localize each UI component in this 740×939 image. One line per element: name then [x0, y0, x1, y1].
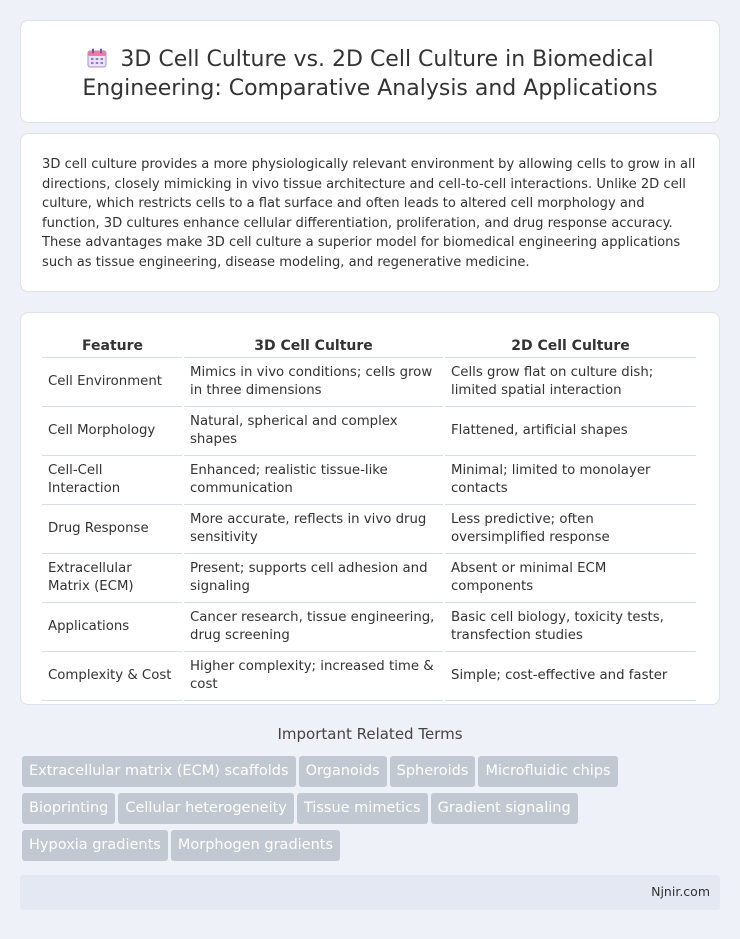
table-header-row: [42, 333, 697, 357]
3d-cell: More accurate, reflects in vivo drug sensitivity: [183, 504, 444, 553]
feature-cell: Drug Response: [42, 504, 183, 553]
related-term-tag[interactable]: Tissue mimetics: [297, 793, 428, 824]
related-term-tag[interactable]: Extracellular matrix (ECM) scaffolds: [22, 756, 296, 787]
table-row: [42, 504, 697, 553]
feature-cell: Extracellular Matrix (ECM): [42, 553, 183, 602]
feature-cell: Cell Morphology: [42, 406, 183, 455]
related-term-tag[interactable]: Organoids: [299, 756, 387, 787]
related-term-tag[interactable]: Bioprinting: [22, 793, 115, 824]
2d-cell: Simple; cost-effective and faster: [444, 651, 697, 700]
footer-site-link[interactable]: Njnir.com: [651, 884, 710, 899]
table-row: [42, 553, 697, 602]
2d-cell: Minimal; limited to monolayer contacts: [444, 455, 697, 504]
comparison-card: [20, 312, 720, 705]
3d-cell: Cancer research, tissue engineering, drug screening: [183, 602, 444, 651]
feature-cell: Applications: [42, 602, 183, 651]
related-terms-heading: Important Related Terms: [277, 725, 463, 743]
table-row: [42, 455, 697, 504]
2d-cell: Less predictive; often oversimplified response: [444, 504, 697, 553]
footer-bar: [20, 875, 720, 910]
calendar-icon: [86, 47, 108, 69]
intro-card: [20, 133, 720, 292]
table-row: [42, 602, 697, 651]
page-title: [51, 45, 689, 103]
2d-cell: Flattened, artificial shapes: [444, 406, 697, 455]
comparison-table: [42, 333, 698, 701]
feature-cell: Cell Environment: [42, 357, 183, 406]
related-term-tag[interactable]: Hypoxia gradients: [22, 830, 168, 861]
title-card: [20, 20, 720, 123]
table-row: [42, 357, 697, 406]
related-term-tag[interactable]: Spheroids: [390, 756, 476, 787]
header-2d: 2D Cell Culture: [444, 333, 697, 357]
table-row: [42, 651, 697, 700]
table-row: [42, 406, 697, 455]
related-term-tag[interactable]: Cellular heterogeneity: [118, 793, 294, 824]
related-terms-list: [22, 756, 722, 867]
intro-paragraph: 3D cell culture provides a more physiologically relevant environment by allowing cells to grow in all directions, closely mimicking in vivo tissue architecture and cell-to-cell interactions. Unlike 2D cell culture, which restricts cells to a flat surface and often leads to altered cell morphology and function, 3D cultures enhance cellular differentiation, proliferation, and drug response accuracy. These advantages make 3D cell culture a superior model for biomedical engineering applications such as tissue engineering, disease modeling, and regenerative medicine.: [42, 157, 696, 270]
related-term-tag[interactable]: Microfluidic chips: [478, 756, 617, 787]
2d-cell: Basic cell biology, toxicity tests, transfection studies: [444, 602, 697, 651]
3d-cell: Natural, spherical and complex shapes: [183, 406, 444, 455]
3d-cell: Higher complexity; increased time & cost: [183, 651, 444, 700]
header-feature: Feature: [42, 333, 183, 357]
3d-cell: Mimics in vivo conditions; cells grow in three dimensions: [183, 357, 444, 406]
related-term-tag[interactable]: Morphogen gradients: [171, 830, 340, 861]
2d-cell: Cells grow flat on culture dish; limited spatial interaction: [444, 357, 697, 406]
feature-cell: Cell-Cell Interaction: [42, 455, 183, 504]
page-title-text: 3D Cell Culture vs. 2D Cell Culture in Biomedical Engineering: Comparative Analysis and Applications: [82, 47, 658, 101]
2d-cell: Absent or minimal ECM components: [444, 553, 697, 602]
header-3d: 3D Cell Culture: [183, 333, 444, 357]
related-term-tag[interactable]: Gradient signaling: [431, 793, 578, 824]
3d-cell: Enhanced; realistic tissue-like communication: [183, 455, 444, 504]
feature-cell: Complexity & Cost: [42, 651, 183, 700]
3d-cell: Present; supports cell adhesion and signaling: [183, 553, 444, 602]
